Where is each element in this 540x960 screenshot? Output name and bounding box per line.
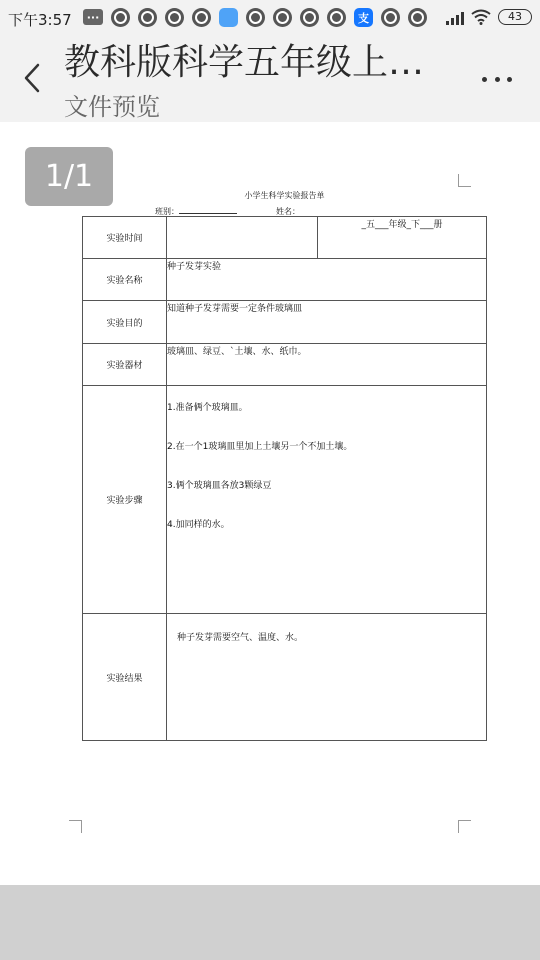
row-label: 实验目的 <box>83 301 167 344</box>
table-row <box>83 217 487 259</box>
row-content <box>167 614 487 741</box>
crop-mark-bottom-right <box>458 820 471 833</box>
steps-list <box>167 386 486 530</box>
table-row <box>83 301 487 344</box>
crop-mark-bottom-left <box>69 820 82 833</box>
message-icon: ··· <box>83 9 103 25</box>
page-indicator: 1/1 <box>25 147 113 206</box>
qq-icon <box>111 8 130 27</box>
status-right <box>446 9 532 25</box>
qq-icon <box>300 8 319 27</box>
more-dot-icon <box>482 77 487 82</box>
more-dot-icon <box>507 77 512 82</box>
list-item: 4.加同样的水。 <box>167 520 230 530</box>
list-item: 3.俩个玻璃皿各放3颗绿豆 <box>167 481 272 491</box>
document-preview[interactable] <box>0 122 540 885</box>
row-content <box>167 386 487 614</box>
app-icon <box>219 8 238 27</box>
row-content: 玻璃皿、绿豆、`土壤、水、纸巾。 <box>167 344 487 386</box>
row-content: 知道种子发芽需要一定条件玻璃皿 <box>167 301 487 344</box>
back-button[interactable] <box>14 56 50 100</box>
row-content <box>167 217 318 259</box>
report-table <box>82 216 487 741</box>
chevron-left-icon <box>22 62 42 94</box>
list-item: 1.准备俩个玻璃皿。 <box>167 403 248 413</box>
page-subtitle: 文件预览 <box>64 93 160 121</box>
row-label: 实验器材 <box>83 344 167 386</box>
status-bar <box>0 0 540 36</box>
table-row <box>83 259 487 301</box>
signal-icon <box>446 10 464 25</box>
document-title: 教科版科学五年级上… <box>64 42 425 83</box>
app-header <box>0 36 540 122</box>
class-blank <box>179 207 237 214</box>
list-item: 2.在一个1玻璃皿里加上土壤另一个不加土壤。 <box>167 442 353 452</box>
wifi-icon <box>471 9 491 25</box>
class-label: 班别： <box>155 207 179 216</box>
qq-icon <box>381 8 400 27</box>
row-label: 实验时间 <box>83 217 167 259</box>
more-dot-icon <box>495 77 500 82</box>
qq-icon <box>138 8 157 27</box>
bottom-bar <box>0 885 540 960</box>
qq-icon <box>273 8 292 27</box>
qq-icon <box>192 8 211 27</box>
row-label: 实验步骤 <box>83 386 167 614</box>
row-label: 实验名称 <box>83 259 167 301</box>
result-text: 种子发芽需要空气、温度、水。 <box>177 633 304 643</box>
table-row <box>83 386 487 614</box>
grade-info: _五___年级_下___册 <box>318 217 487 259</box>
notification-icons <box>83 8 427 27</box>
row-content: 种子发芽实验 <box>167 259 487 301</box>
status-time: 下午3:57 <box>8 11 72 29</box>
qq-icon <box>408 8 427 27</box>
qq-icon <box>327 8 346 27</box>
qq-icon <box>246 8 265 27</box>
table-row <box>83 344 487 386</box>
table-row <box>83 614 487 741</box>
battery-icon: 43 <box>498 9 532 25</box>
row-label: 实验结果 <box>83 614 167 741</box>
crop-mark-top-right <box>458 174 471 187</box>
report-heading: 小学生科学实验报告单 <box>244 191 325 200</box>
qq-icon <box>165 8 184 27</box>
name-label: 姓名： <box>276 207 300 216</box>
more-options-button[interactable] <box>482 69 512 89</box>
alipay-icon: 支 <box>354 8 373 27</box>
